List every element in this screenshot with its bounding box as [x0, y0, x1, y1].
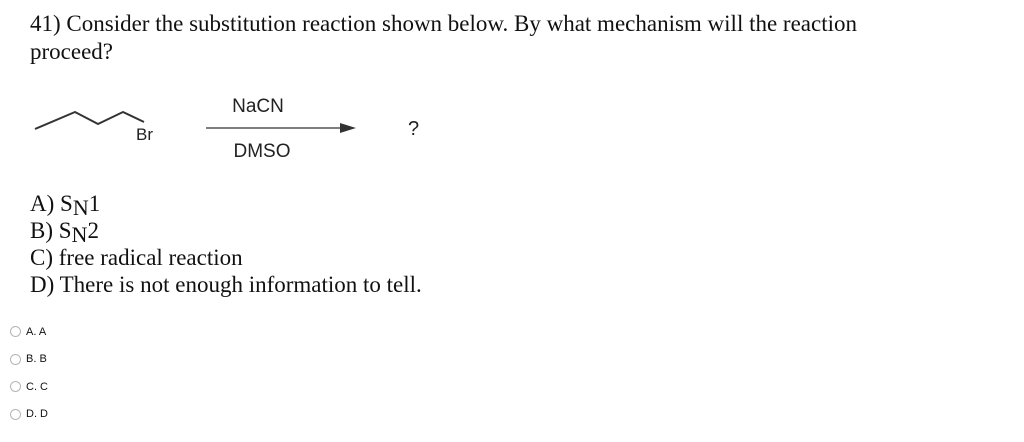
- choice-b: B) SN2: [30, 218, 99, 247]
- radio-button-d[interactable]: [10, 409, 21, 420]
- choice-b-sn: SN2: [58, 218, 99, 247]
- product-label: ?: [408, 118, 420, 140]
- solvent-label: DMSO: [233, 141, 291, 162]
- radio-label-b: B. B: [26, 353, 47, 366]
- alkyl-chain: [35, 112, 144, 129]
- leaving-group-label: Br: [136, 125, 153, 144]
- radio-option-d[interactable]: [10, 401, 48, 429]
- choice-c: C) free radical reaction: [30, 245, 243, 270]
- answer-choices: [30, 190, 422, 298]
- question-body: Consider the substitution reaction shown below. By what mechanism will the reaction proceed?: [30, 11, 858, 64]
- answer-radio-group: [10, 318, 48, 428]
- radio-button-b[interactable]: [10, 354, 21, 365]
- radio-button-c[interactable]: [10, 381, 21, 392]
- radio-option-a[interactable]: [10, 318, 48, 346]
- radio-label-c: C. C: [26, 380, 48, 393]
- radio-option-b[interactable]: [10, 346, 48, 374]
- radio-label-a: A. A: [26, 325, 47, 338]
- choice-a-sn: SN1: [60, 191, 101, 220]
- choice-d: D) There is not enough information to tell.: [30, 272, 422, 297]
- radio-button-a[interactable]: [10, 326, 21, 337]
- reaction-scheme: [0, 80, 500, 180]
- radio-label-d: D. D: [26, 408, 48, 421]
- choice-a: A) SN1: [30, 191, 101, 220]
- radio-option-c[interactable]: [10, 373, 48, 401]
- question-number: 41): [30, 11, 61, 36]
- question-text: [30, 10, 930, 66]
- reaction-arrow-head: [340, 123, 356, 133]
- reagent-label: NaCN: [232, 96, 284, 117]
